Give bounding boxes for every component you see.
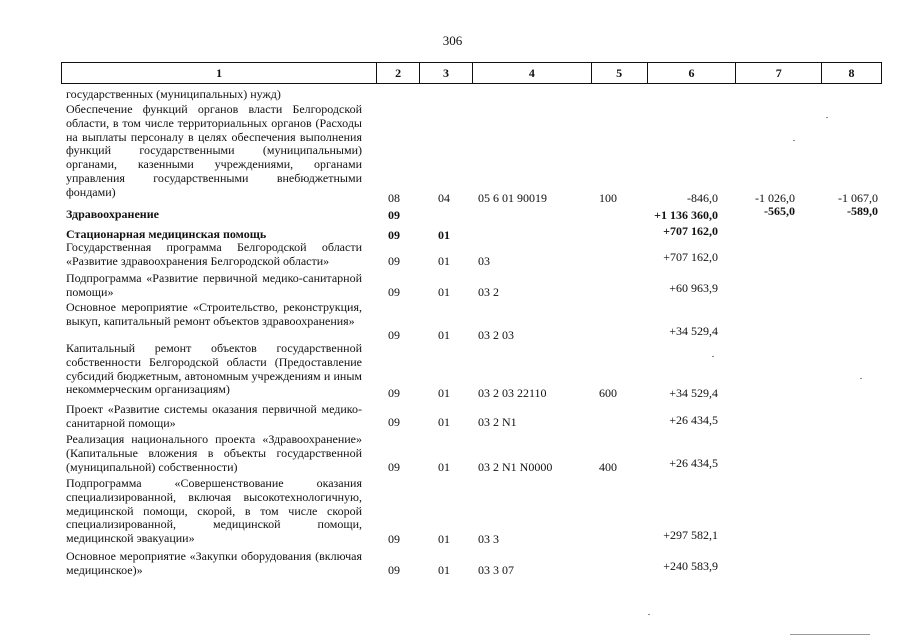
- row-description: Реализация национального проекта «Здравоохранение» (Капитальные вложения в объекты государственной (муниципальной) собственности): [66, 432, 362, 474]
- table-row: [0, 403, 905, 430]
- cell-expense-type: 600: [599, 386, 617, 401]
- cell-amount-2: -565,0: [764, 204, 795, 219]
- cell-section: 09: [388, 208, 400, 223]
- table-row: [0, 433, 905, 475]
- header-col-8: 8: [848, 65, 855, 80]
- cell-target-article: 03 3: [478, 532, 499, 547]
- cell-amount-2: -1 026,0: [755, 191, 795, 206]
- cell-section: 09: [388, 415, 400, 430]
- cell-amount-1: +707 162,0: [663, 250, 718, 265]
- cell-amount-3: -589,0: [847, 204, 878, 219]
- cell-expense-type: 100: [599, 191, 617, 206]
- cell-amount-1: +240 583,9: [663, 559, 718, 574]
- cell-target-article: 03 2 03: [478, 328, 514, 343]
- row-description: Подпрограмма «Развитие первичной медико-санитарной помощи»: [66, 271, 362, 299]
- table-row: [0, 241, 905, 269]
- row-description: Стационарная медицинская помощь: [66, 227, 267, 241]
- table-row: [0, 550, 905, 578]
- scan-speck: [648, 614, 650, 615]
- row-description: Здравоохранение: [66, 207, 159, 221]
- cell-amount-1: -846,0: [687, 191, 718, 206]
- cell-target-article: 03 3 07: [478, 563, 514, 578]
- scan-speck: [793, 140, 795, 141]
- row-description: Обеспечение функций органов власти Белгородской области, в том числе территориальных органов (Расходы на выплаты персоналу в целях обеспечения выполнения функций государственными (муниципальными) органами, казенными учреждениями, органами управления государственными внебюджетными фондами): [66, 102, 362, 199]
- cell-section: 09: [388, 228, 400, 243]
- cell-section: 09: [388, 460, 400, 475]
- cell-target-article: 03 2 03 22110: [478, 386, 547, 401]
- header-col-2: 2: [377, 63, 420, 83]
- cell-expense-type: 400: [599, 460, 617, 475]
- cell-amount-1: +60 963,9: [669, 281, 718, 296]
- cell-section: 09: [388, 563, 400, 578]
- cell-amount-1: +34 529,4: [669, 386, 718, 401]
- cell-subsection: 01: [438, 285, 450, 300]
- row-description: Проект «Развитие системы оказания первичной медико-санитарной помощи»: [66, 402, 362, 430]
- cell-section: 08: [388, 191, 400, 206]
- row-description: Капитальный ремонт объектов государственной собственности Белгородской области (Предоставление субсидий бюджетным, автономным учреждениям и иным некоммерческим организациям): [66, 341, 362, 397]
- cell-section: 09: [388, 285, 400, 300]
- scan-speck: [860, 378, 862, 379]
- table-row: [0, 342, 905, 401]
- cell-target-article: 03 2 N1: [478, 415, 517, 430]
- table-row: [0, 88, 905, 102]
- cell-amount-1: +26 434,5: [669, 413, 718, 428]
- cell-amount-1: +297 582,1: [663, 528, 718, 543]
- cell-amount-1: +1 136 360,0: [654, 208, 718, 223]
- cell-section: 09: [388, 386, 400, 401]
- cell-section: 09: [388, 532, 400, 547]
- cell-section: 09: [388, 254, 400, 269]
- cell-amount-1: +26 434,5: [669, 456, 718, 471]
- cell-target-article: 03 2 N1 N0000: [478, 460, 553, 475]
- table-row: [0, 477, 905, 547]
- cell-subsection: 01: [438, 563, 450, 578]
- row-description: Основное мероприятие «Строительство, реконструкция, выкуп, капитальный ремонт объектов здравоохранения»: [66, 300, 362, 328]
- cell-amount-1: +707 162,0: [663, 224, 718, 239]
- cell-target-article: 03 2: [478, 285, 499, 300]
- header-col-1: 1: [62, 63, 377, 83]
- scan-speck: [712, 356, 714, 357]
- scan-speck: [826, 117, 828, 118]
- cell-amount-3: -1 067,0: [838, 191, 878, 206]
- cell-target-article: 03: [478, 254, 490, 269]
- cell-subsection: 01: [438, 254, 450, 269]
- header-col-7: 7: [736, 63, 822, 83]
- header-col-6: 6: [648, 63, 737, 83]
- cell-subsection: 01: [438, 415, 450, 430]
- cell-target-article: 05 6 01 90019: [478, 191, 547, 206]
- row-description: Основное мероприятие «Закупки оборудования (включая медицинское)»: [66, 549, 362, 577]
- cell-subsection: 04: [438, 191, 450, 206]
- cell-section: 09: [388, 328, 400, 343]
- cell-subsection: 01: [438, 460, 450, 475]
- cell-subsection: 01: [438, 386, 450, 401]
- scan-edge-line: [790, 634, 870, 635]
- cell-subsection: 01: [438, 228, 450, 243]
- table-row: [0, 272, 905, 300]
- header-col-3: 3: [420, 63, 473, 83]
- table-header: [61, 62, 882, 84]
- row-description: Государственная программа Белгородской области «Развитие здравоохранения Белгородской области»: [66, 240, 362, 268]
- row-description: государственных (муниципальных) нужд): [66, 87, 281, 101]
- cell-amount-1: +34 529,4: [669, 324, 718, 339]
- table-row: [0, 301, 905, 343]
- header-col-4: 4: [473, 63, 592, 83]
- cell-subsection: 01: [438, 328, 450, 343]
- page-number: 306: [442, 33, 463, 48]
- cell-subsection: 01: [438, 532, 450, 547]
- table-row: [0, 103, 905, 206]
- row-description: Подпрограмма «Совершенствование оказания специализированной, включая высокотехнологичную, медицинской помощи, скорой, в том числе скорой специализированной, медицинской помощи, медицинской эвакуации»: [66, 476, 362, 546]
- table-row: [0, 204, 905, 223]
- header-col-5: 5: [592, 63, 648, 83]
